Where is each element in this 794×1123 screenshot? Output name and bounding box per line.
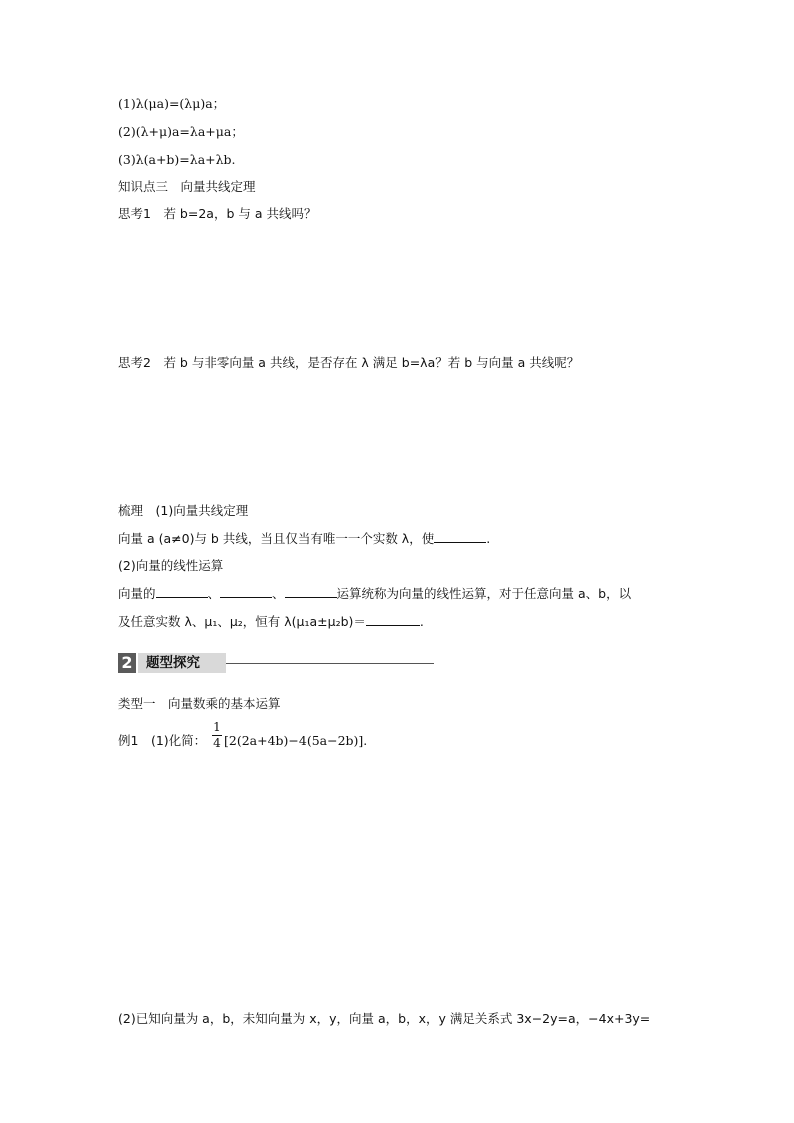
answer-blank-2[interactable]	[156, 585, 208, 598]
think-question-2: 思考2 若 b 与非零向量 a 共线，是否存在 λ 满足 b=λa？若 b 与向量 a 共线呢？	[118, 355, 580, 370]
answer-blank-1[interactable]	[434, 530, 486, 543]
summary-heading: 梳理 (1)向量共线定理	[118, 503, 249, 518]
section-number-badge: 2	[118, 653, 136, 673]
linear-ops-heading: (2)向量的线性运算	[118, 558, 224, 573]
fraction-numerator: 1	[213, 720, 221, 734]
answer-blank-3[interactable]	[220, 585, 272, 598]
answer-blank-5[interactable]	[366, 613, 420, 626]
answer-blank-4[interactable]	[285, 585, 337, 598]
separator-2: 、	[272, 586, 285, 601]
linear-suffix: 运算统称为向量的线性运算，对于任意向量 a、b，以	[336, 586, 632, 601]
scalar-law-1: (1)λ(μa)=(λμ)a；	[118, 96, 226, 111]
theorem-text: 向量 a (a≠0)与 b 共线，当且仅当有唯一一个实数 λ，使	[118, 531, 435, 546]
example-1-expression: [2(2a+4b)−4(5a−2b)].	[224, 733, 368, 748]
knowledge-point-3-heading: 知识点三 向量共线定理	[118, 179, 256, 194]
linear-ops-line-2	[118, 613, 424, 630]
example-1-prefix: 例1 (1)化简：	[118, 733, 207, 748]
collinear-theorem-line	[118, 530, 490, 547]
line2-end: .	[419, 614, 424, 629]
type-1-heading: 类型一 向量数乘的基本运算	[118, 696, 281, 711]
section-divider	[226, 663, 434, 664]
linear-ops-line-1	[118, 585, 631, 602]
theorem-end: .	[486, 531, 491, 546]
fraction-denominator: 4	[213, 736, 221, 750]
fraction-one-quarter	[212, 721, 222, 750]
section-title: 题型探究	[138, 653, 226, 673]
think-question-1: 思考1 若 b=2a，b 与 a 共线吗？	[118, 206, 317, 221]
separator-1: 、	[207, 586, 221, 601]
linear-prefix: 向量的	[118, 586, 156, 601]
line2-prefix: 及任意实数 λ、μ₁、μ₂，恒有 λ(μ₁a±μ₂b)＝	[118, 614, 366, 629]
scalar-law-2: (2)(λ+μ)a=λa+μa；	[118, 124, 244, 139]
scalar-law-3: (3)λ(a+b)=λa+λb.	[118, 152, 236, 167]
example-1-part-2: (2)已知向量为 a，b，未知向量为 x，y，向量 a，b，x，y 满足关系式 3x−2y=a，−4x+3y=	[118, 1011, 651, 1026]
